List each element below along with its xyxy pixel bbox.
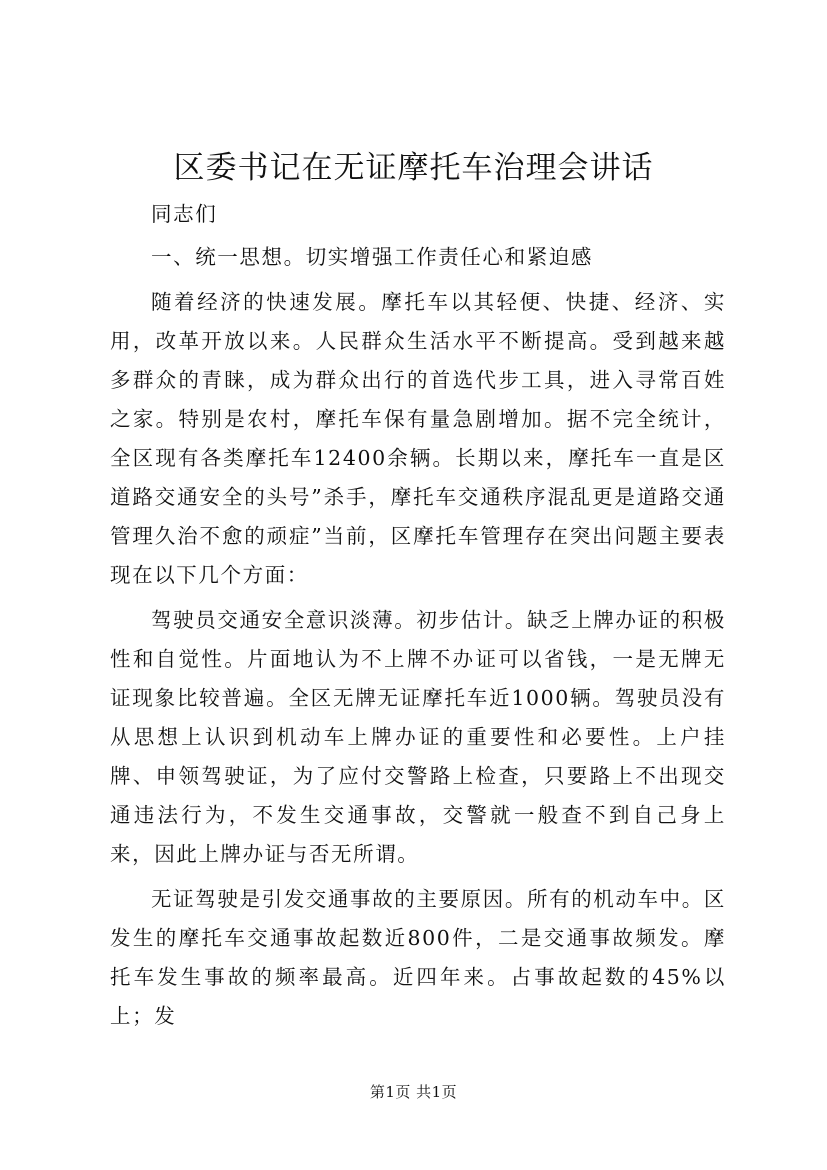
section-heading: 一、统一思想。切实增强工作责任心和紧迫感 xyxy=(151,245,593,269)
document-title: 区委书记在无证摩托车治理会讲话 xyxy=(173,150,654,186)
document-body xyxy=(110,196,726,1042)
page-footer: 第1页 共1页 xyxy=(369,1083,458,1101)
salutation: 同志们 xyxy=(151,202,218,226)
paragraph: 无证驾驶是引发交通事故的主要原因。所有的机动车中。区发生的摩托车交通事故起数近800件，二是交通事故频发。摩托车发生事故的频率最高。近四年来。占事故起数的45%以上；发 xyxy=(110,887,726,1028)
paragraph: 驾驶员交通安全意识淡薄。初步估计。缺乏上牌办证的积极性和自觉性。片面地认为不上牌不办证可以省钱，一是无牌无证现象比较普遍。全区无牌无证摩托车近1000辆。驾驶员没有从思想上认识到机动车上牌办证的重要性和必要性。上户挂牌、申领驾驶证，为了应付交警路上检查，只要路上不出现交通违法行为，不发生交通事故，交警就一般查不到自己身上来，因此上牌办证与否无所谓。 xyxy=(110,608,726,866)
paragraph: 随着经济的快速发展。摩托车以其轻便、快捷、经济、实用，改革开放以来。人民群众生活水平不断提高。受到越来越多群众的青睐，成为群众出行的首选代步工具，进入寻常百姓之家。特别是农村，摩托车保有量急剧增加。据不完全统计，全区现有各类摩托车12400余辆。长期以来，摩托车一直是区道路交通安全的头号”杀手，摩托车交通秩序混乱更是道路交通管理久治不愈的顽症”当前，区摩托车管理存在突出问题主要表现在以下几个方面： xyxy=(110,290,726,587)
